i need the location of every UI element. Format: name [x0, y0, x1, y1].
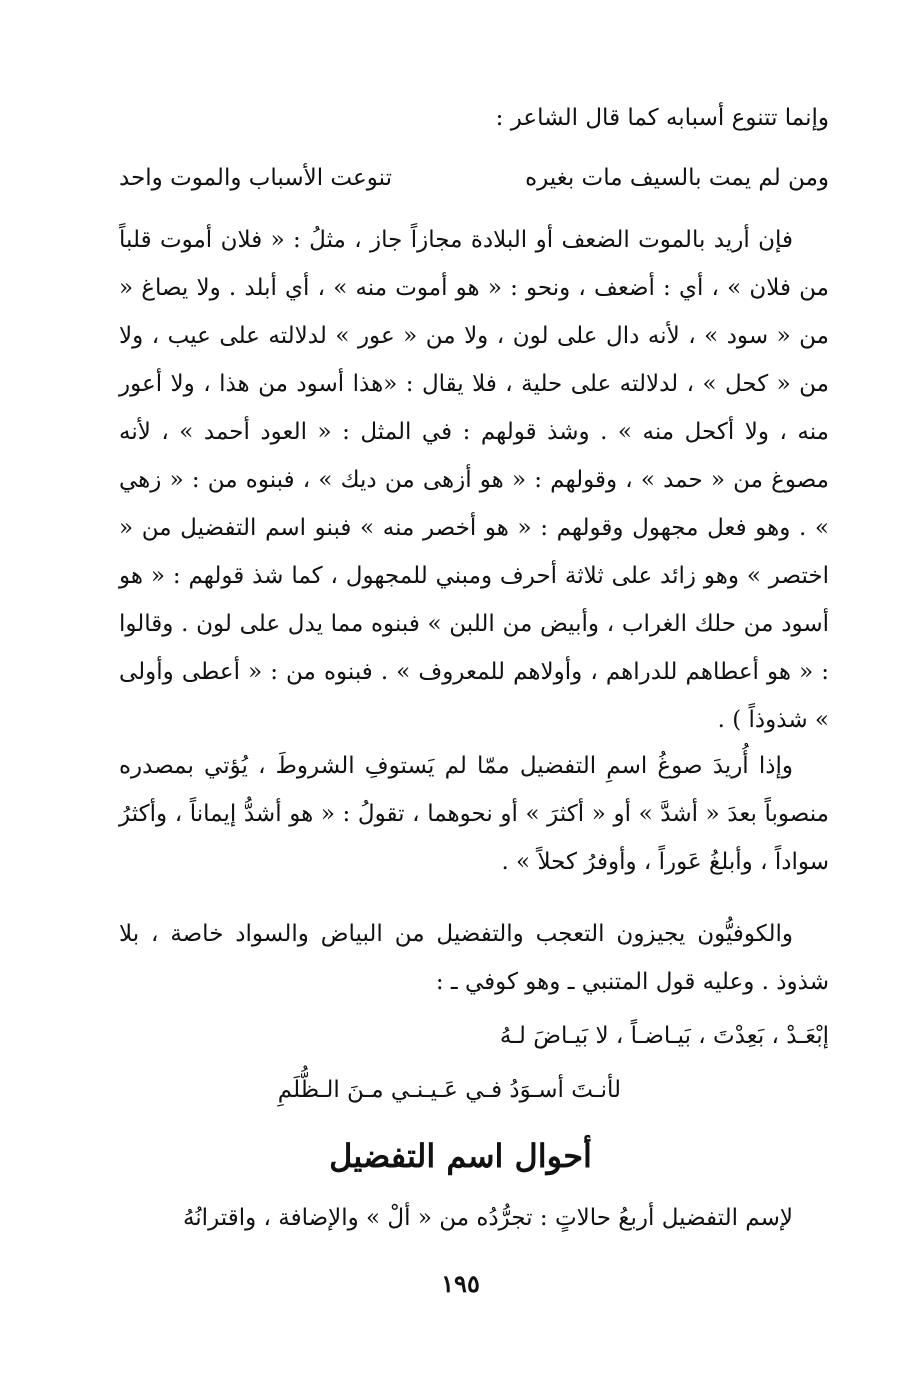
verse-1-first-hemistich: ومن لم يمت بالسيف مات بغيره	[525, 165, 829, 191]
paragraph-4-text: لإسم التفضيل أربعُ حالاتٍ : تجرُّدُه من « ألْ » والإضافة ، واقترانُهُ	[182, 1205, 793, 1231]
poetry-verse-2-line-2: لأنـتَ أسـوَدُ فـي عَـيـنـي مـنَ الـظُّلَمِ	[277, 1077, 621, 1103]
paragraph-2-text: وإذا أُريدَ صوغُ اسمِ التفضيل ممّا لم يَستوفِ الشروطَ ، يُؤتي بمصدره منصوباً بعدَ « أشدَّ » أو « أكثرَ » أو نحوهما ، تقولُ : « هو أشدُّ إيماناً ، وأكثرُ سواداً ، وأبلغُ عَوراً ، وأوفرُ كحلاً » .	[119, 753, 829, 875]
verse-1-second-hemistich: تنوعت الأسباب والموت واحد	[119, 165, 392, 191]
paragraph-3	[119, 910, 829, 1006]
paragraph-4	[119, 1194, 829, 1242]
page-number: ١٩٥	[441, 1269, 480, 1298]
paragraph-2	[119, 742, 829, 886]
intro-line: وإنما تتنوع أسبابه كما قال الشاعر :	[495, 105, 829, 131]
paragraph-1	[119, 216, 829, 744]
poetry-verse-1	[119, 154, 829, 202]
section-heading: أحوال اسم التفضيل	[329, 1137, 592, 1175]
paragraph-3-text: والكوفيُّون يجيزون التعجب والتفضيل من البياض والسواد خاصة ، بلا شذوذ . وعليه قول المتنبي ـ وهو كوفي ـ :	[119, 921, 829, 995]
poetry-verse-2-line-1: إبْعَـدْ ، بَعِدْتَ ، بَيـاضـاً ، لا بَيـاضَ لـهُ	[499, 1023, 829, 1049]
paragraph-1-text: فإن أريد بالموت الضعف أو البلادة مجازاً جاز ، مثلُ : « فلان أموت قلباً من فلان » ، أي : أضعف ، ونحو : « هو أموت منه » ، أي أبلد . ولا يصاغ « من « سود » ، لأنه دال على لون ، ولا من « عور » لدلالته على عيب ، ولا من « كحل » ، لدلالته على حلية ، فلا يقال : «هذا أسود من هذا ، ولا أعور منه ، ولا أكحل منه » . وشذ قولهم : في المثل : « العود أحمد » ، لأنه مصوغ من « حمد » ، وقولهم : « هو أزهى من ديك » ، فبنوه من : « زهي » . وهو فعل مجهول وقولهم : « هو أخصر منه » فبنو اسم التفضيل من « اختصر » وهو زائد على ثلاثة أحرف ومبني للمجهول ، كما شذ قولهم : « هو أسود من حلك الغراب ، وأبيض من اللبن » فبنوه مما يدل على لون . وقالوا : « هو أعطاهم للدراهم ، وأولاهم للمعروف » . فبنوه من : « أعطى وأولى » شذوذاً ) .	[119, 227, 829, 733]
